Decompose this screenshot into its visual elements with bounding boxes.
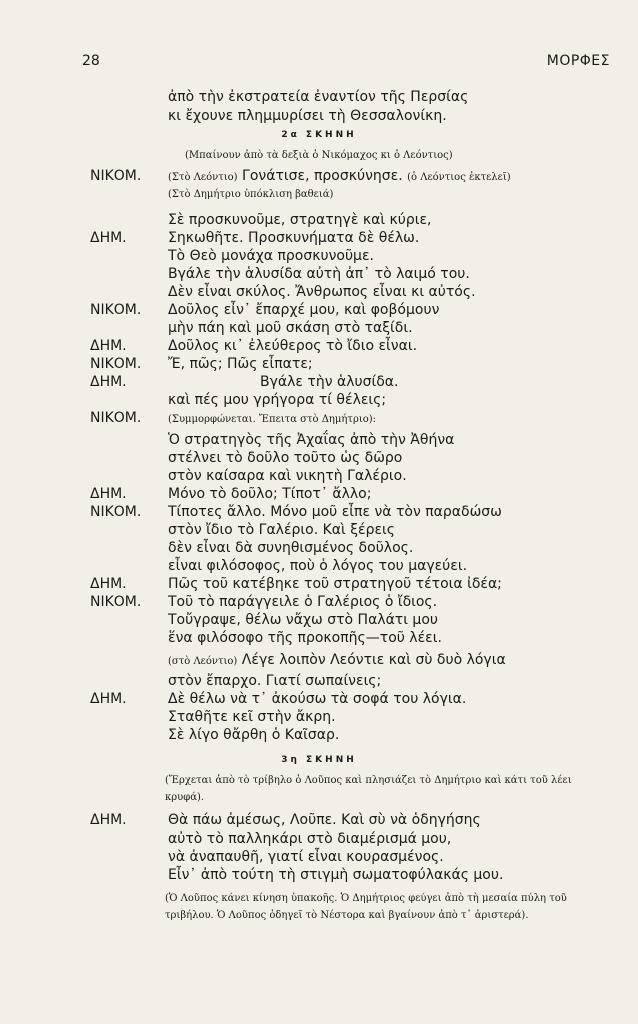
- dialogue-line: [0, 691, 638, 710]
- dialogue-line: [0, 812, 638, 831]
- dialogue-line: [0, 248, 638, 267]
- dialogue-line: [0, 673, 638, 692]
- text-line: αὐτὸ τὸ παλληκάρι στὸ διαμέρισμά μου,: [168, 831, 452, 847]
- dialogue-line: [0, 374, 638, 393]
- dialogue-line: [0, 504, 638, 523]
- dialogue-line: [0, 468, 638, 487]
- dialogue-line: [0, 212, 638, 231]
- line-text: [168, 168, 511, 184]
- scene-3-title: 3η ΣΚΗΝΗ: [281, 755, 357, 765]
- dialogue-line: [0, 168, 638, 187]
- line-text: Δὲ θέλω νὰ τ᾽ ἀκούσω τὰ σοφά του λόγια.: [168, 691, 467, 707]
- dialogue-line: [0, 558, 638, 577]
- speaker: ΔΗΜ.: [90, 486, 127, 502]
- speaker: ΔΗΜ.: [90, 812, 127, 828]
- closing-direction: (Ὁ Λοῦπος κάνει κίνηση ὑπακοῆς. Ὁ Δημήτριος φεύγει ἀπὸ τὴ μεσαία πύλη τοῦ τριβήλου. Ὁ Λοῦπος ὁδηγεῖ τὸ Νέστορα καὶ βγαίνουν ἀπὸ τ᾽ ἀριστερά).: [165, 893, 567, 921]
- stage-direction: (Στὸ Λεόντιο): [168, 172, 238, 183]
- dialogue-line: [0, 284, 638, 303]
- dialogue-line: [0, 230, 638, 249]
- text-line: νὰ ἀναπαυθῆ, γιατί εἶναι κουρασμένος.: [168, 849, 444, 865]
- stage-direction: (στὸ Λεόντιο): [168, 656, 238, 667]
- line-text: Τοῦ τὸ παράγγειλε ὁ Γαλέριος ὁ ἴδιος.: [168, 594, 438, 610]
- dialogue-line: [0, 486, 638, 505]
- line-text: Μόνο τὸ δοῦλο; Τίποτ᾽ ἄλλο;: [168, 486, 372, 502]
- dialogue-line: [0, 356, 638, 375]
- dialogue-line: [0, 540, 638, 559]
- speaker: ΔΗΜ.: [90, 576, 127, 592]
- dialogue-line: [0, 338, 638, 357]
- line-text: Βγάλε τὴν ἁλυσίδα αὐτὴ ἀπ᾽ τὸ λαιμό του.: [168, 266, 470, 282]
- speaker: ΝΙΚΟΜ.: [90, 168, 142, 184]
- text-line: κι ἔχουνε πλημμυρίσει τὴ Θεσσαλονίκη.: [168, 108, 447, 124]
- line-text: Σταθῆτε κεῖ στὴν ἄκρη.: [168, 709, 336, 725]
- dialogue-line: [0, 302, 638, 321]
- line-text: Σὲ προσκυνοῦμε, στρατηγὲ καὶ κύριε,: [168, 212, 432, 228]
- line-text: ἕνα φιλόσοφο τῆς προκοπῆς—τοῦ λέει.: [168, 630, 442, 646]
- speaker: ΝΙΚΟΜ.: [90, 356, 142, 372]
- dialogue-line: [0, 410, 638, 429]
- speaker: ΔΗΜ.: [90, 374, 127, 390]
- dialogue-line: [0, 522, 638, 541]
- line-text: Ἔ, πῶς; Πῶς εἶπατε;: [168, 356, 313, 372]
- dialogue-line: [0, 630, 638, 649]
- line-text: στὸν ἔπαρχο. Γιατί σωπαίνεις;: [168, 673, 382, 689]
- speaker: ΔΗΜ.: [90, 338, 127, 354]
- line-text: δὲν εἶναι δὰ συνηθισμένος δοῦλος.: [168, 540, 414, 556]
- dialogue-line: [0, 266, 638, 285]
- spoken-text: Γονάτισε, προσκύνησε.: [242, 168, 403, 184]
- spoken-text: Λέγε λοιπὸν Λεόντιε καὶ σὺ δυὸ λόγια: [241, 652, 506, 668]
- speaker: ΔΗΜ.: [90, 691, 127, 707]
- line-text: Δοῦλος κι᾽ ἐλεύθερος τὸ ἴδιο εἶναι.: [168, 338, 418, 354]
- line-text: Πῶς τοῦ κατέβηκε τοῦ στρατηγοῦ τέτοια ἰδέα;: [168, 576, 502, 592]
- line-text: Τοὔγραψε, θέλω νἄχω στὸ Παλάτι μου: [168, 612, 438, 628]
- speaker: ΝΙΚΟΜ.: [90, 410, 142, 426]
- stage-direction: (Στὸ Δημήτριο ὑπόκλιση βαθειά): [168, 189, 334, 200]
- dialogue-line: [0, 576, 638, 595]
- line-text: στέλνει τὸ δοῦλο τοῦτο ὡς δῶρο: [168, 450, 403, 466]
- dialogue-line: [0, 450, 638, 469]
- line-text: μὴν πάη καὶ μοῦ σκάση στὸ ταξίδι.: [168, 320, 413, 336]
- dialogue-line: [0, 652, 638, 671]
- line-text: Ὁ στρατηγὸς τῆς Ἀχαΐας ἀπὸ τὴν Ἀθήνα: [168, 432, 455, 448]
- line-text: Δοῦλος εἶν᾽ ἔπαρχέ μου, καὶ φοβόμουν: [168, 302, 440, 318]
- line-text: εἶναι φιλόσοφος, ποὺ ὁ λόγος του μαγεύει.: [168, 558, 468, 574]
- speaker: ΝΙΚΟΜ.: [90, 302, 142, 318]
- scene-2-title: 2α ΣΚΗΝΗ: [281, 130, 357, 140]
- intro-lines: [168, 88, 468, 126]
- line-text: [168, 652, 506, 668]
- text-line: ἀπὸ τὴν ἐκστρατεία ἐναντίον τῆς Περσίας: [168, 89, 469, 105]
- speaker: ΝΙΚΟΜ.: [90, 504, 142, 520]
- line-text: στὸν καίσαρα καὶ νικητὴ Γαλέριο.: [168, 468, 407, 484]
- line-text: καὶ πές μου γρήγορα τί θέλεις;: [168, 392, 387, 408]
- scene-3-direction: (Ἔρχεται ἀπὸ τὸ τρίβηλο ὁ Λοῦπος καὶ πλησιάζει τὸ Δημήτριο καὶ κάτι τοῦ λέει κρυφά).: [165, 775, 572, 803]
- stage-direction: (ὁ Λεόντιος ἐκτελεῖ): [407, 172, 511, 183]
- line-text: στὸν ἴδιο τὸ Γαλέριο. Καὶ ξέρεις: [168, 522, 395, 538]
- speaker: ΔΗΜ.: [90, 230, 127, 246]
- line-text: Τὸ Θεὸ μονάχα προσκυνοῦμε.: [168, 248, 374, 264]
- dialogue-line: [0, 320, 638, 339]
- dialogue-line: [0, 709, 638, 728]
- dialogue-line: [0, 432, 638, 451]
- line-text: Δὲν εἶναι σκύλος. Ἄνθρωπος εἶναι κι αὐτός.: [168, 284, 476, 300]
- text-line: Εἶν᾽ ἀπὸ τούτη τὴ στιγμὴ σωματοφύλακάς μου.: [168, 867, 504, 883]
- page-number: 28: [82, 53, 100, 69]
- running-title: ΜΟΡΦΕΣ: [546, 53, 610, 69]
- line-text: Σὲ λίγο θἄρθη ὁ Καῖσαρ.: [168, 727, 340, 743]
- line-text: Σηκωθῆτε. Προσκυνήματα δὲ θέλω.: [168, 230, 420, 246]
- dialogue-line: [0, 392, 638, 411]
- dialogue-line: [0, 612, 638, 631]
- scene-2-direction: (Μπαίνουν ἀπὸ τὰ δεξιὰ ὁ Νικόμαχος κι ὁ Λεόντιος): [185, 150, 453, 161]
- dialogue-line: [0, 727, 638, 746]
- speaker: ΝΙΚΟΜ.: [90, 594, 142, 610]
- line-text: Θὰ πάω ἀμέσως, Λοῦπε. Καὶ σὺ νὰ ὁδηγήσης: [168, 812, 481, 828]
- dialogue-line: [0, 594, 638, 613]
- line-text: Τίποτες ἄλλο. Μόνο μοῦ εἶπε νὰ τὸν παραδώσω: [168, 504, 502, 520]
- stage-direction: (Συμμορφώνεται. Ἔπειτα στὸ Δημήτριο):: [168, 414, 377, 425]
- line-text: [168, 410, 376, 426]
- line-text: Βγάλε τὴν ἁλυσίδα.: [260, 374, 399, 390]
